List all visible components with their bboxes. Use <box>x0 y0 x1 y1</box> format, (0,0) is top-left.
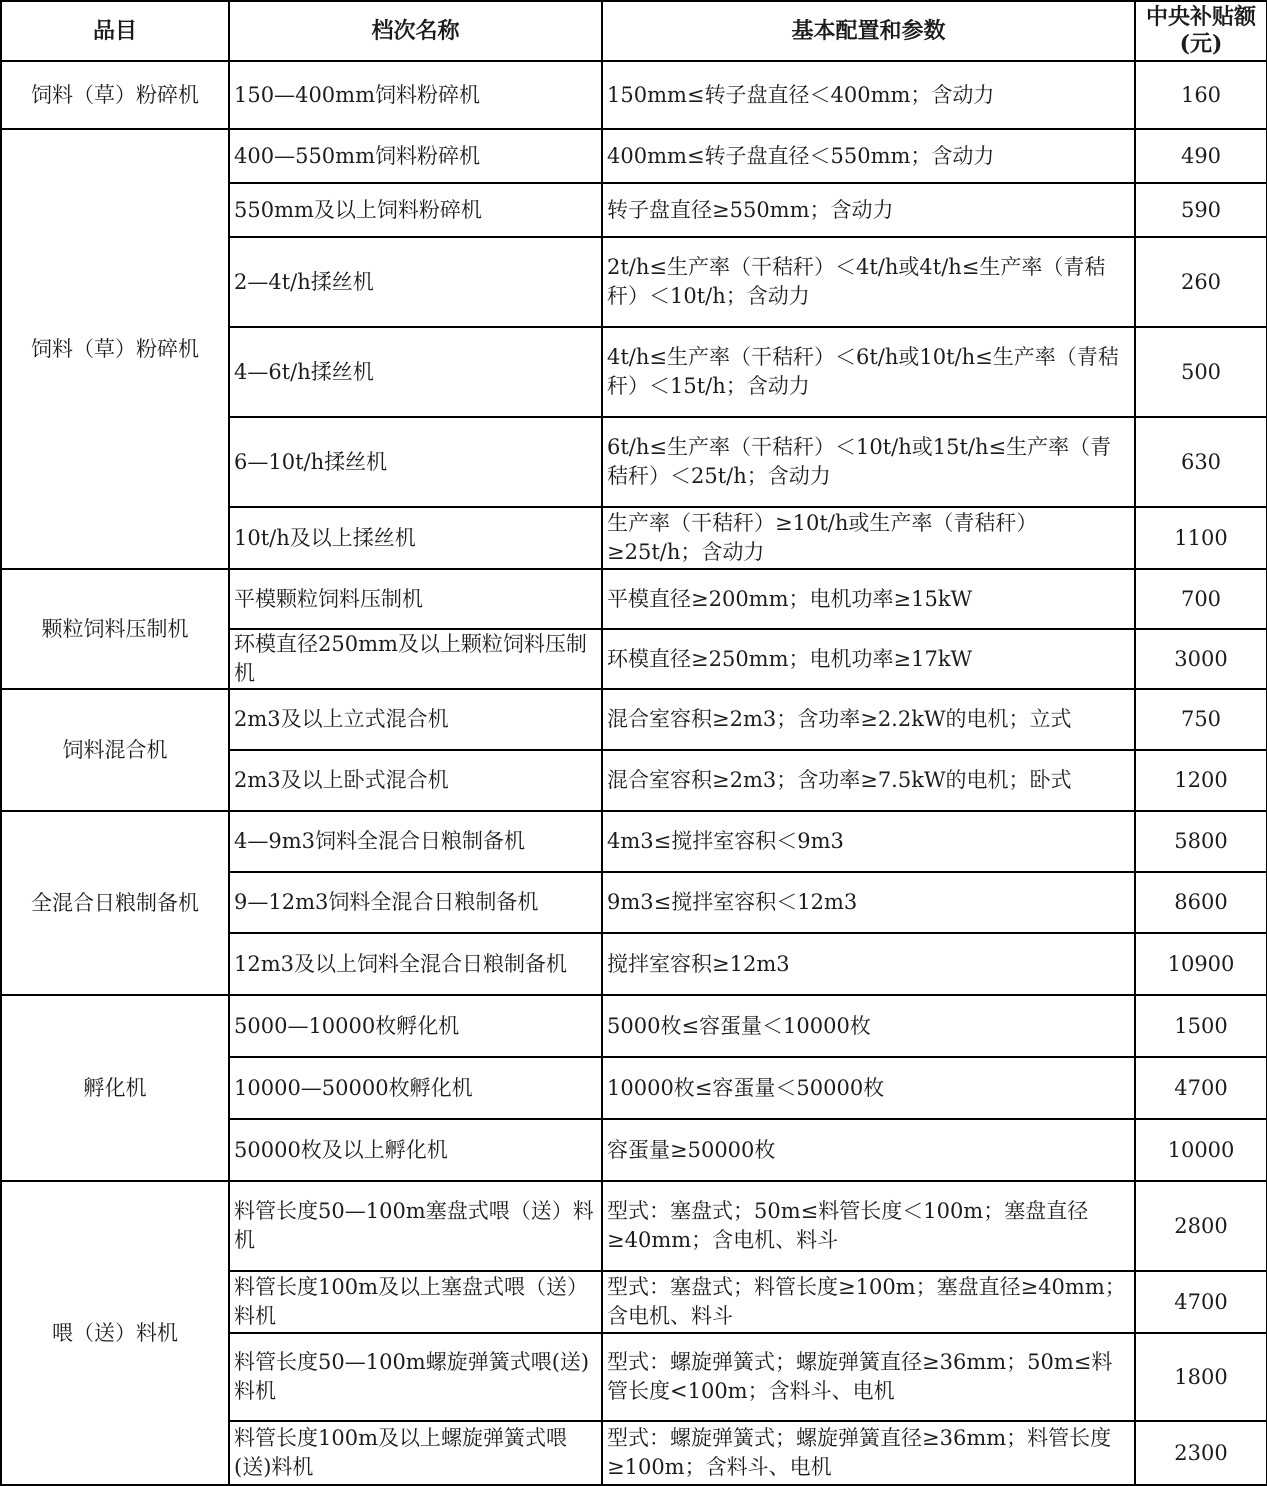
category-cell: 饲料（草）粉碎机 <box>1 129 229 569</box>
spec-cell: 型式：螺旋弹簧式；螺旋弹簧直径≥36mm；料管长度≥100m；含料斗、电机 <box>602 1421 1135 1485</box>
table-row <box>1 1181 1267 1271</box>
spec-cell: 转子盘直径≥550mm；含动力 <box>602 183 1135 237</box>
grade-cell: 料管长度100m及以上螺旋弹簧式喂(送)料机 <box>229 1421 602 1485</box>
grade-cell: 10000—50000枚孵化机 <box>229 1057 602 1119</box>
grade-cell: 6—10t/h揉丝机 <box>229 417 602 507</box>
spec-cell: 6t/h≤生产率（干秸秆）＜10t/h或15t/h≤生产率（青秸秆）＜25t/h；含动力 <box>602 417 1135 507</box>
spec-cell: 2t/h≤生产率（干秸秆）＜4t/h或4t/h≤生产率（青秸秆）＜10t/h；含动力 <box>602 237 1135 327</box>
header-amount: 中央补贴额(元) <box>1135 1 1267 61</box>
amount-cell: 490 <box>1135 129 1267 183</box>
grade-cell: 10t/h及以上揉丝机 <box>229 507 602 569</box>
grade-cell: 2m3及以上立式混合机 <box>229 689 602 750</box>
table-row <box>1 689 1267 750</box>
grade-cell: 400—550mm饲料粉碎机 <box>229 129 602 183</box>
grade-cell: 料管长度100m及以上塞盘式喂（送）料机 <box>229 1271 602 1333</box>
amount-cell: 10000 <box>1135 1119 1267 1181</box>
spec-cell: 4m3≤搅拌室容积＜9m3 <box>602 811 1135 872</box>
amount-cell: 2300 <box>1135 1421 1267 1485</box>
amount-cell: 500 <box>1135 327 1267 417</box>
amount-cell: 10900 <box>1135 933 1267 995</box>
category-cell: 全混合日粮制备机 <box>1 811 229 995</box>
grade-cell: 150—400mm饲料粉碎机 <box>229 61 602 129</box>
grade-cell: 料管长度50—100m塞盘式喂（送）料机 <box>229 1181 602 1271</box>
spec-cell: 9m3≤搅拌室容积＜12m3 <box>602 872 1135 933</box>
table-row <box>1 129 1267 183</box>
spec-cell: 混合室容积≥2m3；含功率≥7.5kW的电机；卧式 <box>602 750 1135 811</box>
amount-cell: 1800 <box>1135 1333 1267 1421</box>
grade-cell: 550mm及以上饲料粉碎机 <box>229 183 602 237</box>
amount-cell: 750 <box>1135 689 1267 750</box>
grade-cell: 12m3及以上饲料全混合日粮制备机 <box>229 933 602 995</box>
spec-cell: 5000枚≤容蛋量＜10000枚 <box>602 995 1135 1057</box>
category-cell: 饲料（草）粉碎机 <box>1 61 229 129</box>
amount-cell: 3000 <box>1135 629 1267 689</box>
header-spec: 基本配置和参数 <box>602 1 1135 61</box>
grade-cell: 2m3及以上卧式混合机 <box>229 750 602 811</box>
grade-cell: 平模颗粒饲料压制机 <box>229 569 602 629</box>
header-category: 品目 <box>1 1 229 61</box>
amount-cell: 4700 <box>1135 1057 1267 1119</box>
grade-cell: 5000—10000枚孵化机 <box>229 995 602 1057</box>
spec-cell: 150mm≤转子盘直径＜400mm；含动力 <box>602 61 1135 129</box>
amount-cell: 1100 <box>1135 507 1267 569</box>
header-row <box>1 1 1267 61</box>
header-grade: 档次名称 <box>229 1 602 61</box>
grade-cell: 4—6t/h揉丝机 <box>229 327 602 417</box>
amount-cell: 4700 <box>1135 1271 1267 1333</box>
grade-cell: 9—12m3饲料全混合日粮制备机 <box>229 872 602 933</box>
amount-cell: 5800 <box>1135 811 1267 872</box>
amount-cell: 700 <box>1135 569 1267 629</box>
spec-cell: 10000枚≤容蛋量＜50000枚 <box>602 1057 1135 1119</box>
grade-cell: 4—9m3饲料全混合日粮制备机 <box>229 811 602 872</box>
table-row <box>1 569 1267 629</box>
grade-cell: 2—4t/h揉丝机 <box>229 237 602 327</box>
spec-cell: 平模直径≥200mm；电机功率≥15kW <box>602 569 1135 629</box>
amount-cell: 630 <box>1135 417 1267 507</box>
spec-cell: 环模直径≥250mm；电机功率≥17kW <box>602 629 1135 689</box>
table-row <box>1 995 1267 1057</box>
spec-cell: 型式：螺旋弹簧式；螺旋弹簧直径≥36mm；50m≤料管长度<100m；含料斗、电机 <box>602 1333 1135 1421</box>
amount-cell: 160 <box>1135 61 1267 129</box>
spec-cell: 生产率（干秸秆）≥10t/h或生产率（青秸秆）≥25t/h；含动力 <box>602 507 1135 569</box>
spec-cell: 400mm≤转子盘直径＜550mm；含动力 <box>602 129 1135 183</box>
category-cell: 孵化机 <box>1 995 229 1181</box>
spec-cell: 混合室容积≥2m3；含功率≥2.2kW的电机；立式 <box>602 689 1135 750</box>
spec-cell: 4t/h≤生产率（干秸秆）＜6t/h或10t/h≤生产率（青秸秆）＜15t/h；含动力 <box>602 327 1135 417</box>
category-cell: 颗粒饲料压制机 <box>1 569 229 689</box>
table-row <box>1 61 1267 129</box>
amount-cell: 260 <box>1135 237 1267 327</box>
spec-cell: 搅拌室容积≥12m3 <box>602 933 1135 995</box>
table-row <box>1 811 1267 872</box>
spec-cell: 容蛋量≥50000枚 <box>602 1119 1135 1181</box>
amount-cell: 2800 <box>1135 1181 1267 1271</box>
spec-cell: 型式：塞盘式；50m≤料管长度＜100m；塞盘直径≥40mm；含电机、料斗 <box>602 1181 1135 1271</box>
amount-cell: 1200 <box>1135 750 1267 811</box>
amount-cell: 590 <box>1135 183 1267 237</box>
category-cell: 喂（送）料机 <box>1 1181 229 1485</box>
amount-cell: 1500 <box>1135 995 1267 1057</box>
spec-cell: 型式：塞盘式；料管长度≥100m；塞盘直径≥40mm；含电机、料斗 <box>602 1271 1135 1333</box>
grade-cell: 料管长度50—100m螺旋弹簧式喂(送)料机 <box>229 1333 602 1421</box>
grade-cell: 环模直径250mm及以上颗粒饲料压制机 <box>229 629 602 689</box>
grade-cell: 50000枚及以上孵化机 <box>229 1119 602 1181</box>
category-cell: 饲料混合机 <box>1 689 229 811</box>
amount-cell: 8600 <box>1135 872 1267 933</box>
